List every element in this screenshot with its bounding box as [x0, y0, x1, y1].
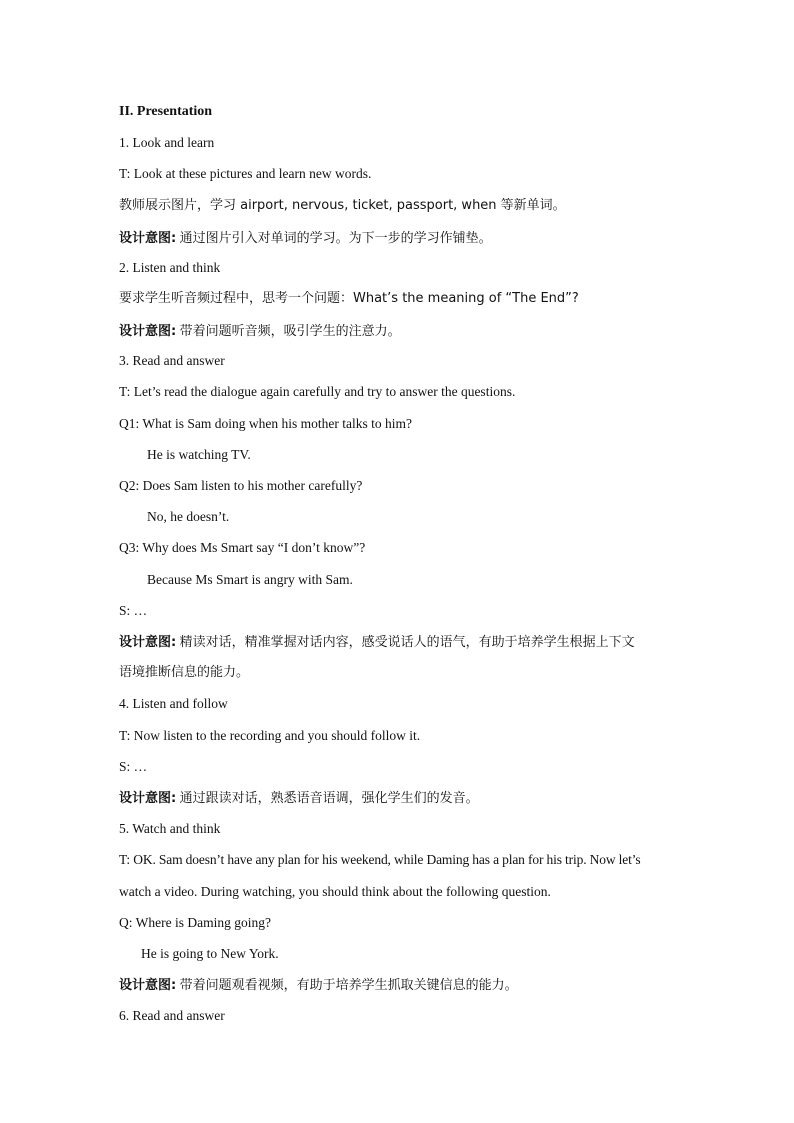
part5-intent — [119, 976, 684, 995]
part3-intent-continued: 语境推断信息的能力。 — [119, 665, 250, 680]
part3-student-line: S: … — [119, 603, 148, 618]
part1-note: 教师展示图片，学习 airport, nervous, ticket, passport, when 等新单词。 — [119, 198, 566, 213]
part3-question-3: Q3: Why does Ms Smart say “I don’t know”? — [119, 540, 366, 555]
section-title: II. Presentation — [119, 104, 213, 119]
intent-text: 精读对话，精准掌握对话内容，感受说话人的语气，有助于培养学生根据上下文 — [179, 635, 635, 650]
intent-label: 设计意图: — [119, 791, 177, 806]
intent-text: 带着问题听音频，吸引学生的注意力。 — [179, 324, 401, 339]
part3-question-2: Q2: Does Sam listen to his mother carefully? — [119, 478, 363, 493]
part1-teacher-line: T: Look at these pictures and learn new words. — [119, 166, 372, 181]
part2-intent — [119, 322, 684, 341]
part4-teacher-line: T: Now listen to the recording and you should follow it. — [119, 728, 421, 743]
intent-label: 设计意图: — [119, 635, 177, 650]
intent-label: 设计意图: — [119, 231, 177, 246]
part4-title: 4. Listen and follow — [119, 696, 228, 711]
intent-label: 设计意图: — [119, 324, 177, 339]
part5-title: 5. Watch and think — [119, 821, 221, 836]
part4-intent — [119, 789, 684, 808]
part3-answer-3: Because Ms Smart is angry with Sam. — [147, 572, 353, 587]
part1-title: 1. Look and learn — [119, 135, 215, 150]
part5-teacher-line-1: T: OK. Sam doesn’t have any plan for his weekend, while Daming has a plan for his trip. Now let’s — [119, 852, 641, 867]
part3-answer-1: He is watching TV. — [147, 447, 251, 462]
part1-intent — [119, 229, 684, 248]
part5-teacher-line-2: watch a video. During watching, you should think about the following question. — [119, 884, 551, 899]
part5-answer: He is going to New York. — [141, 946, 279, 961]
part2-title: 2. Listen and think — [119, 260, 221, 275]
intent-text: 带着问题观看视频，有助于培养学生抓取关键信息的能力。 — [179, 978, 518, 993]
part4-student-line: S: … — [119, 759, 148, 774]
part6-title: 6. Read and answer — [119, 1008, 225, 1023]
intent-text: 通过图片引入对单词的学习。为下一步的学习作铺垫。 — [179, 231, 492, 246]
part5-question: Q: Where is Daming going? — [119, 915, 271, 930]
part3-title: 3. Read and answer — [119, 353, 225, 368]
intent-label: 设计意图: — [119, 978, 177, 993]
part3-answer-2: No, he doesn’t. — [147, 509, 230, 524]
part3-question-1: Q1: What is Sam doing when his mother talks to him? — [119, 416, 412, 431]
part3-teacher-line: T: Let’s read the dialogue again carefully and try to answer the questions. — [119, 384, 516, 399]
part2-note: 要求学生听音频过程中，思考一个问题：What’s the meaning of “The End”? — [119, 291, 579, 306]
intent-text: 通过跟读对话，熟悉语音语调，强化学生们的发音。 — [179, 791, 479, 806]
part3-intent — [119, 633, 684, 652]
